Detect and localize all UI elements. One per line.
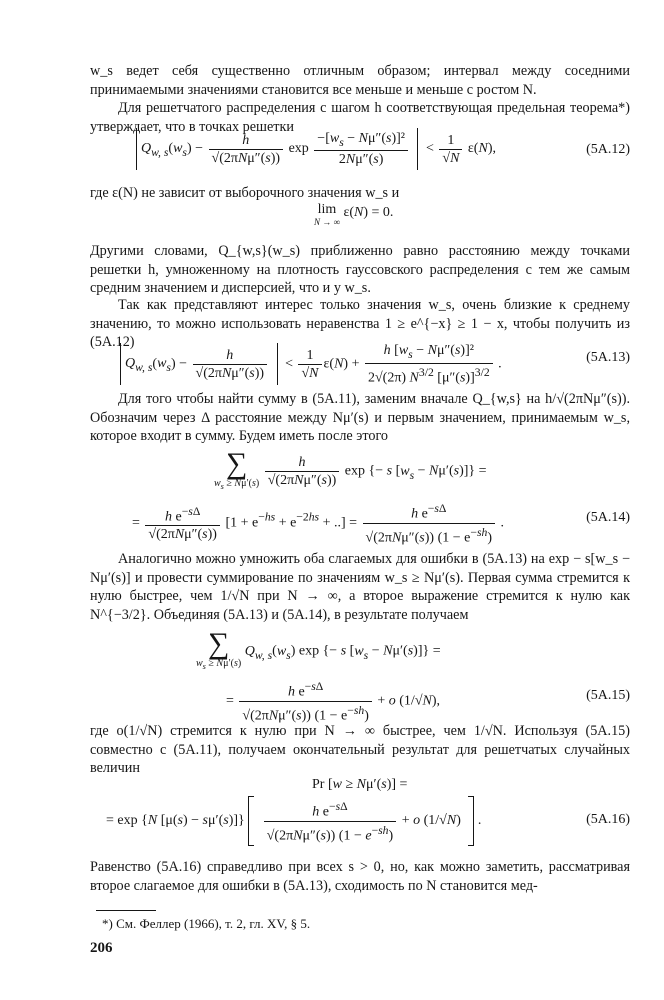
footnote: *) См. Феллер (1966), т. 2, гл. XV, § 5. — [102, 916, 311, 931]
equation-5a14-top: ∑ $w_s \ge N\mu'(s)$ $\frac{h}{\text{√(2πNμ″(s))}}$ exp {− s $[w_s - N\mu'(s)]$} = — [214, 447, 487, 491]
page-number: 206 — [90, 940, 113, 956]
paragraph-4: Другими словами, Q_{w,s}(w_s) приближенно равно расстоянию между точками решетки h, умноженному на плотность гауссовского распределения с тем же самым средним значением и дисперсией, что и у w_s. — [90, 243, 630, 297]
equation-number-5a14: (5А.14) — [586, 510, 630, 525]
equation-5a15-bottom: = $\frac{h e^{-s\Delta}}{√(2\pi N\mu''(s)) (1 - e^{-sh})}$ + o (1/√N), — [226, 680, 441, 724]
equation-number-5a16: (5А.16) — [586, 812, 630, 827]
equation-5a15-top: ∑ $w_s \ge N\mu'(s)$ $Q_{w, s}(w_s)$ exp {− s $[w_s - N\mu'(s)]$} = — [196, 627, 441, 671]
equation-5a13: $Q_{w, s}(w_s)$ − $\frac{h}{\text{√(2πNμ″(s))}}$ < $\frac{1}{√N}$ ε(N) + $\frac{h [w_s - N\mu''(s)]^2}{2√(2\pi) N^{3/2} [\mu''(s)]^{3/2}}$ . — [116, 342, 502, 386]
equation-limit: lim N → ∞ ε(N) = 0. — [314, 202, 394, 227]
equation-number-5a15: (5А.15) — [586, 688, 630, 703]
paragraph-2: Для решетчатого распределения с шагом h соответствующая предельная теорема*) утверждает, что в точках решетки — [90, 100, 630, 135]
equation-number-5a13: (5А.13) — [586, 350, 630, 365]
paragraph-8: где o(1/√N) стремится к нулю при N → ∞ быстрее, чем 1/√N. Используя (5А.15) совместно с (5А.11), получаем окончательный результат для решетчатых случайных величин — [90, 723, 630, 777]
paragraph-3: где ε(N) не зависит от выборочного значения w_s и — [90, 185, 400, 201]
equation-5a16-top: Pr [w ≥ Nμ′(s)] = — [312, 777, 408, 792]
equation-5a16-bottom: = exp {N [μ(s) − sμ′(s)]} $\frac{h e^{-s\Delta}}{√(2\pi N\mu''(s)) (1 - e^{-sh})}$ + o (1/√N) . — [106, 796, 481, 846]
equation-number-5a12: (5А.12) — [586, 142, 630, 157]
paragraph-9: Равенство (5А.16) справедливо при всех s > 0, но, как можно заметить, рассматривая второе слагаемое для ошибки в (5А.13), сходимость по N становится мед- — [90, 859, 630, 894]
equation-5a12: $Q_{w, s}(w_s)$ − $\frac{h}{\text{√(2πNμ″(s))}}$ exp $\frac{-[w_s - N\mu''(s)]^2}{2N\mu''(s)}$ < $\frac{1}{√N}$ ε(N), — [132, 128, 496, 170]
paragraph-7: Аналогично можно умножить оба слагаемых для ошибки в (5А.13) на exp − s[w_s − Nμ′(s)] и провести суммирование по значениям w_s ≥ Nμ′(s). Первая сумма стремится к нулю быстрее, чем 1/√N при N → ∞, а второе выражение стремится к нулю как N^{−3/2}. Объединяя (5А.13) и (5А.14), в результате получаем — [90, 551, 630, 623]
paragraph-6: Для того чтобы найти сумму в (5А.11), заменим вначале Q_{w,s} на h/√(2πNμ″(s)). Обозначим через Δ расстояние между Nμ′(s) и первым значением, принимаемым w_s, которое входит в сумму. Будем иметь после этого — [90, 391, 630, 445]
footnote-rule — [96, 910, 156, 911]
paragraph-5: Так как представляют интерес только значения w_s, очень близкие к среднему значению, то можно использовать неравенства 1 ≥ e^{−x} ≥ 1 − x, чтобы получить из (5А.12) — [90, 297, 630, 351]
equation-5a14-bottom: = $\frac{h e^{-s\Delta}}{\text{√(2πNμ″(s))}}$ [$1 + e^{-hs} + e^{-2hs}$ + ..] = $\frac{h e^{-s\Delta}}{√(2\pi N\mu''(s)) (1 - e^{-sh})}$ . — [132, 502, 504, 546]
paragraph-1: w_s ведет себя существенно отличным образом; интервал между соседними принимаемыми значениями становится все меньше и меньше с ростом N. — [90, 63, 630, 98]
